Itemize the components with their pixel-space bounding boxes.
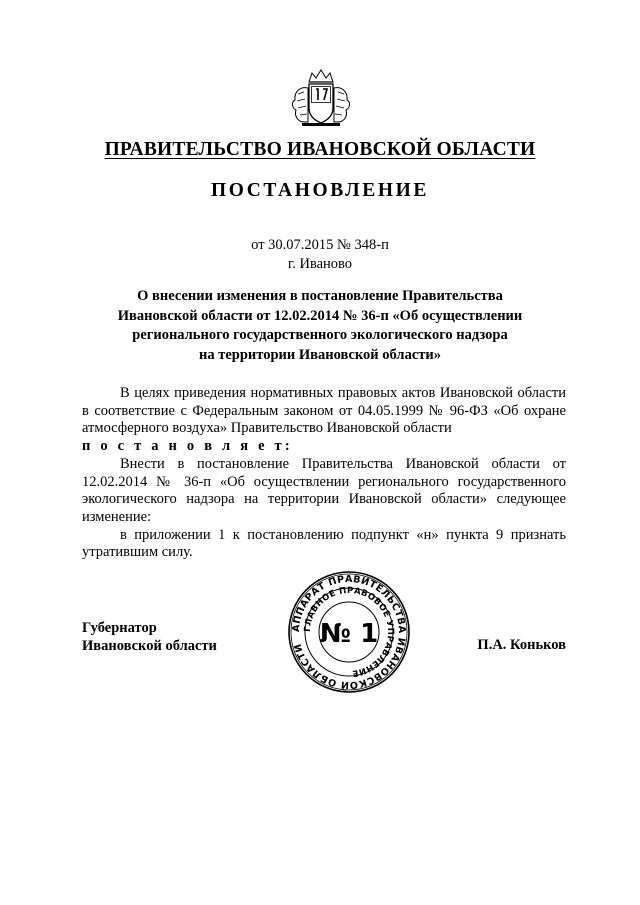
signatory-position — [82, 619, 217, 655]
decree-word: п о с т а н о в л я е т: — [82, 438, 293, 455]
preamble-paragraph: В целях приведения нормативных правовых актов Ивановской области в соответствие с Федеральным законом от 04.05.1999 № 96-ФЗ «Об охране атмосферного воздуха» Правительство Ивановской области — [82, 385, 566, 437]
stamp-ring-text: АППАРАТ ПРАВИТЕЛЬСТВА ИВАНОВСКОЙ ОБЛАСТИ — [290, 573, 408, 691]
document-type: ПОСТАНОВЛЕНИЕ — [210, 180, 430, 201]
document-date-number: от 30.07.2015 № 348-п — [251, 237, 389, 253]
document-subject — [70, 287, 570, 365]
coat-of-arms-icon — [288, 68, 354, 128]
position-line: Ивановской области — [82, 638, 217, 654]
stamp-inner-text: ГЛАВНОЕ ПРАВОВОЕ УПРАВЛЕНИЕ — [302, 585, 396, 678]
subject-line: Ивановской области от 12.02.2014 № 36-п «Об осуществлении — [117, 307, 523, 324]
body-paragraph-1: Внести в постановление Правительства Ивановской области от 12.02.2014 № 36-п «Об осуществлении регионального государственного экологического надзора на территории Ивановской области» следующее изменение: — [82, 455, 566, 525]
body-paragraph-2: в приложении 1 к постановлению подпункт «н» пункта 9 признать утратившим силу. — [82, 526, 566, 561]
stamp-number: № 1 — [319, 619, 379, 649]
position-line: Губернатор — [82, 620, 157, 636]
government-title: ПРАВИТЕЛЬСТВО ИВАНОВСКОЙ ОБЛАСТИ — [104, 139, 536, 160]
subject-line: на территории Ивановской области» — [199, 346, 441, 363]
official-stamp — [287, 570, 411, 694]
document-city: г. Иваново — [287, 256, 353, 272]
subject-line: О внесении изменения в постановление Правительства — [137, 288, 503, 304]
document-body — [82, 385, 566, 562]
subject-line: регионального государственного экологического надзора — [132, 327, 508, 343]
signatory-name: П.А. Коньков — [477, 637, 566, 653]
